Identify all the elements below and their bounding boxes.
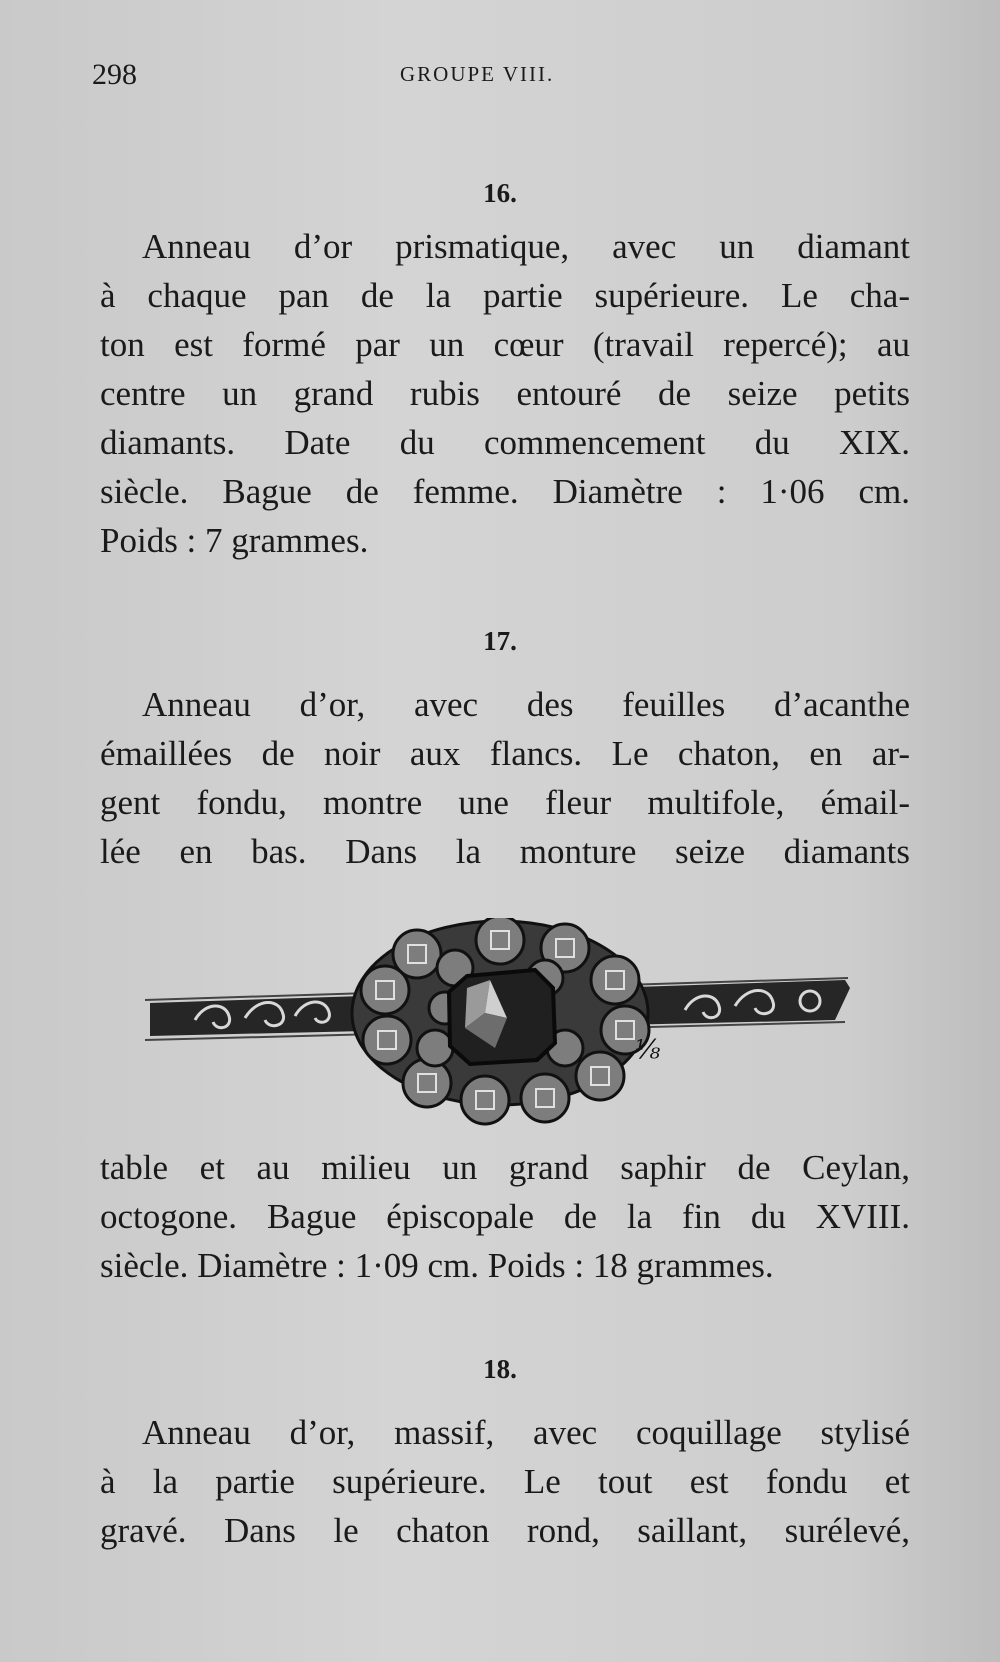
text-line: émaillées de noir aux flancs. Le chaton, en ar- <box>100 734 910 773</box>
ring-illustration <box>145 918 885 1133</box>
text-line: Poids : 7 grammes. <box>100 521 369 560</box>
text-line: siècle. Diamètre : 1·09 cm. Poids : 18 grammes. <box>100 1246 774 1285</box>
text-line: ton est formé par un cœur (travail repercé); au <box>100 325 910 364</box>
text-line: Anneau d’or, avec des feuilles d’acanthe <box>142 685 910 724</box>
figure-scale-mark: ⅛ <box>635 1035 661 1065</box>
entry-number-16: 16. <box>483 178 517 208</box>
text-line: Anneau d’or, massif, avec coquillage stylisé <box>142 1413 910 1452</box>
text-line: gent fondu, montre une fleur multifole, émail- <box>100 783 910 822</box>
entry-17-text-after <box>100 1143 910 1290</box>
page-number: 298 <box>92 58 137 91</box>
entry-number-17: 17. <box>483 626 517 656</box>
text-line: octogone. Bague épiscopale de la fin du XVIII. <box>100 1197 910 1236</box>
entry-18-text <box>100 1408 910 1555</box>
text-line: lée en bas. Dans la monture seize diamants <box>100 832 910 871</box>
text-line: gravé. Dans le chaton rond, saillant, surélevé, <box>100 1511 910 1550</box>
ring-engraving <box>145 918 885 1133</box>
entry-16-text <box>100 222 910 565</box>
running-title: GROUPE VIII. <box>400 62 555 86</box>
text-line: à la partie supérieure. Le tout est fondu et <box>100 1462 910 1501</box>
entry-number-18: 18. <box>483 1354 517 1384</box>
text-line: Anneau d’or prismatique, avec un diamant <box>142 227 910 266</box>
text-line: diamants. Date du commencement du XIX. <box>100 423 910 462</box>
text-line: à chaque pan de la partie supérieure. Le cha- <box>100 276 910 315</box>
text-line: table et au milieu un grand saphir de Ceylan, <box>100 1148 910 1187</box>
text-line: siècle. Bague de femme. Diamètre : 1·06 cm. <box>100 472 910 511</box>
running-head <box>0 52 1000 92</box>
text-line: centre un grand rubis entouré de seize petits <box>100 374 910 413</box>
entry-17-text-before <box>100 680 910 876</box>
